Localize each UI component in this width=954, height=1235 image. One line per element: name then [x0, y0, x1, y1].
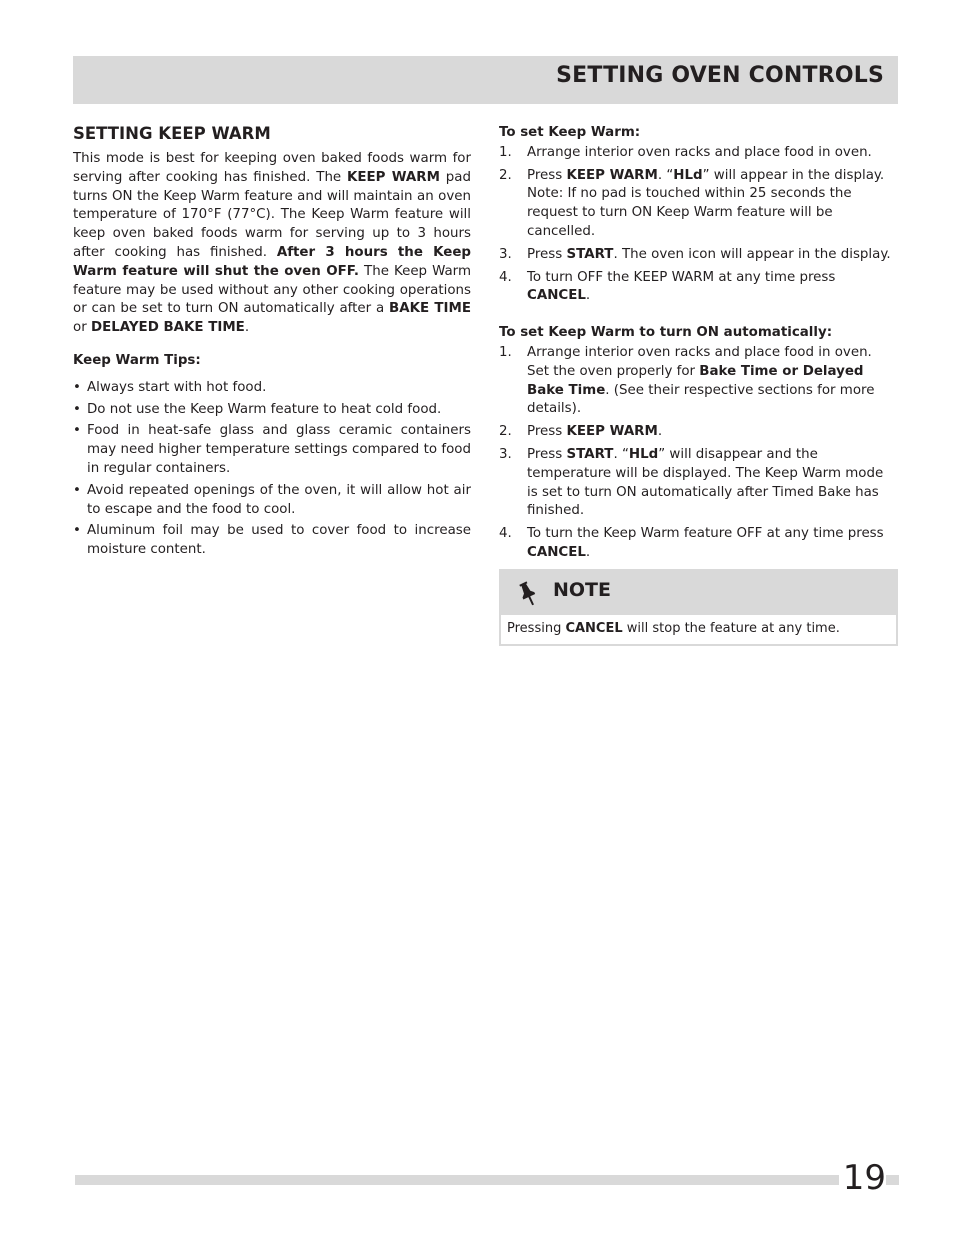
tip-text: Always start with hot food. [87, 379, 267, 395]
step-number: 4. [499, 526, 512, 542]
step-text: Press [527, 167, 567, 183]
step-bold: HLd [628, 446, 659, 462]
step-number: 1. [499, 344, 512, 360]
step-bold: Bake Time or Delayed Bake Time [527, 363, 864, 398]
step-text: Arrange interior oven racks and place food in oven. [527, 144, 872, 160]
note-header [501, 571, 896, 615]
bullet-icon: • [73, 423, 81, 439]
tip-text: Food in heat-safe glass and glass ceramic containers may need higher temperature settings compared to food in regular containers. [87, 423, 471, 476]
step-bold: HLd [673, 167, 703, 183]
intro-paragraph [73, 150, 471, 338]
step-text: To turn OFF the KEEP WARM at any time press [527, 269, 836, 285]
step-bold: KEEP WARM [566, 424, 658, 440]
set-steps-list [499, 144, 898, 306]
step-text: To turn the Keep Warm feature OFF at any time press [527, 526, 884, 542]
bullet-icon: • [73, 401, 81, 417]
list-item [73, 379, 471, 398]
intro-text-3: The Keep Warm feature may be used without any other cooking operations or can be set to turn ON automatically after a [73, 263, 471, 317]
tip-text: Avoid repeated openings of the oven, it will allow hot air to escape and the food to cool. [87, 482, 471, 517]
header-bar [73, 56, 898, 104]
list-item [499, 423, 898, 442]
step-number: 2. [499, 424, 512, 440]
page-number: 19 [839, 1158, 886, 1198]
step-text: . [585, 544, 591, 560]
step-number: 1. [499, 144, 512, 160]
list-item [499, 269, 898, 307]
note-text: Pressing [507, 620, 566, 636]
bullet-icon: • [73, 482, 81, 498]
list-item [499, 446, 898, 521]
step-number: 2. [499, 167, 512, 183]
step-bold: CANCEL [527, 544, 586, 560]
step-bold: START [566, 446, 614, 462]
bullet-icon: • [73, 379, 81, 395]
step-text: Press [527, 446, 567, 462]
list-item [73, 522, 471, 560]
step-text: . (See their respective sections for more details). [527, 382, 875, 417]
note-body [501, 615, 896, 644]
list-item [499, 246, 898, 265]
list-item [73, 482, 471, 520]
intro-bold-3: BAKE TIME [389, 301, 471, 317]
list-item [499, 167, 898, 242]
section-title: SETTING KEEP WARM [73, 124, 271, 143]
page-title: SETTING OVEN CONTROLS [556, 63, 884, 88]
footer-bar [75, 1175, 899, 1185]
tip-text: Aluminum foil may be used to cover food to increase moisture content. [87, 523, 471, 558]
note-title: NOTE [553, 578, 611, 601]
intro-text-1: This mode is best for keeping oven baked foods warm for serving after cooking has finished. The [73, 151, 471, 185]
step-bold: START [566, 246, 614, 262]
step-bold: KEEP WARM [566, 167, 658, 183]
list-item [499, 344, 898, 419]
step-text: . [657, 424, 663, 440]
tip-text: Do not use the Keep Warm feature to heat cold food. [87, 401, 442, 417]
note-text: will stop the feature at any time. [622, 620, 840, 636]
intro-bold-2: After 3 hours the Keep Warm feature will shut the oven OFF. [73, 244, 471, 279]
intro-text-2: pad turns ON the Keep Warm feature and will maintain an oven temperature of 170°F (77°C). The Keep Warm feature will keep oven baked foods warm for serving up to 3 hours after cooking has finished. [73, 169, 471, 260]
auto-steps-list [499, 344, 898, 563]
step-text: Arrange interior oven racks and place food in oven. Set the oven properly for [527, 344, 872, 379]
note-bold: CANCEL [565, 620, 623, 636]
auto-keep-warm-title: To set Keep Warm to turn ON automatically: [499, 325, 833, 341]
list-item [499, 525, 898, 563]
step-number: 3. [499, 446, 512, 462]
tips-title: Keep Warm Tips: [73, 352, 201, 368]
step-number: 3. [499, 246, 512, 262]
list-item [73, 422, 471, 478]
pushpin-icon [517, 581, 539, 614]
step-text: . The oven icon will appear in the display. [613, 246, 891, 262]
step-text: Press [527, 246, 567, 262]
note-box [499, 569, 898, 646]
intro-text-4: or [73, 320, 91, 336]
intro-bold-1: KEEP WARM [347, 169, 440, 185]
intro-bold-4: DELAYED BAKE TIME [90, 320, 245, 336]
step-text: Press [527, 424, 567, 440]
step-text: . “ [657, 167, 674, 183]
list-item [499, 144, 898, 163]
intro-text-5: . [244, 320, 250, 336]
step-number: 4. [499, 269, 512, 285]
step-text: . [585, 288, 591, 304]
step-bold: CANCEL [527, 288, 586, 304]
step-text: ” will disappear and the temperature will be displayed. The Keep Warm mode is set to turn ON automatically after Timed Bake has finished. [527, 446, 884, 519]
step-text: ” will appear in the display. Note: If no pad is touched within 25 seconds the request to turn ON Keep Warm feature will be cancelled. [527, 167, 885, 239]
set-keep-warm-title: To set Keep Warm: [499, 125, 641, 140]
right-column [499, 124, 898, 646]
list-item [73, 401, 471, 420]
left-column [73, 124, 471, 563]
bullet-icon: • [73, 523, 81, 539]
tips-list [73, 379, 471, 560]
step-text: . “ [613, 446, 629, 462]
